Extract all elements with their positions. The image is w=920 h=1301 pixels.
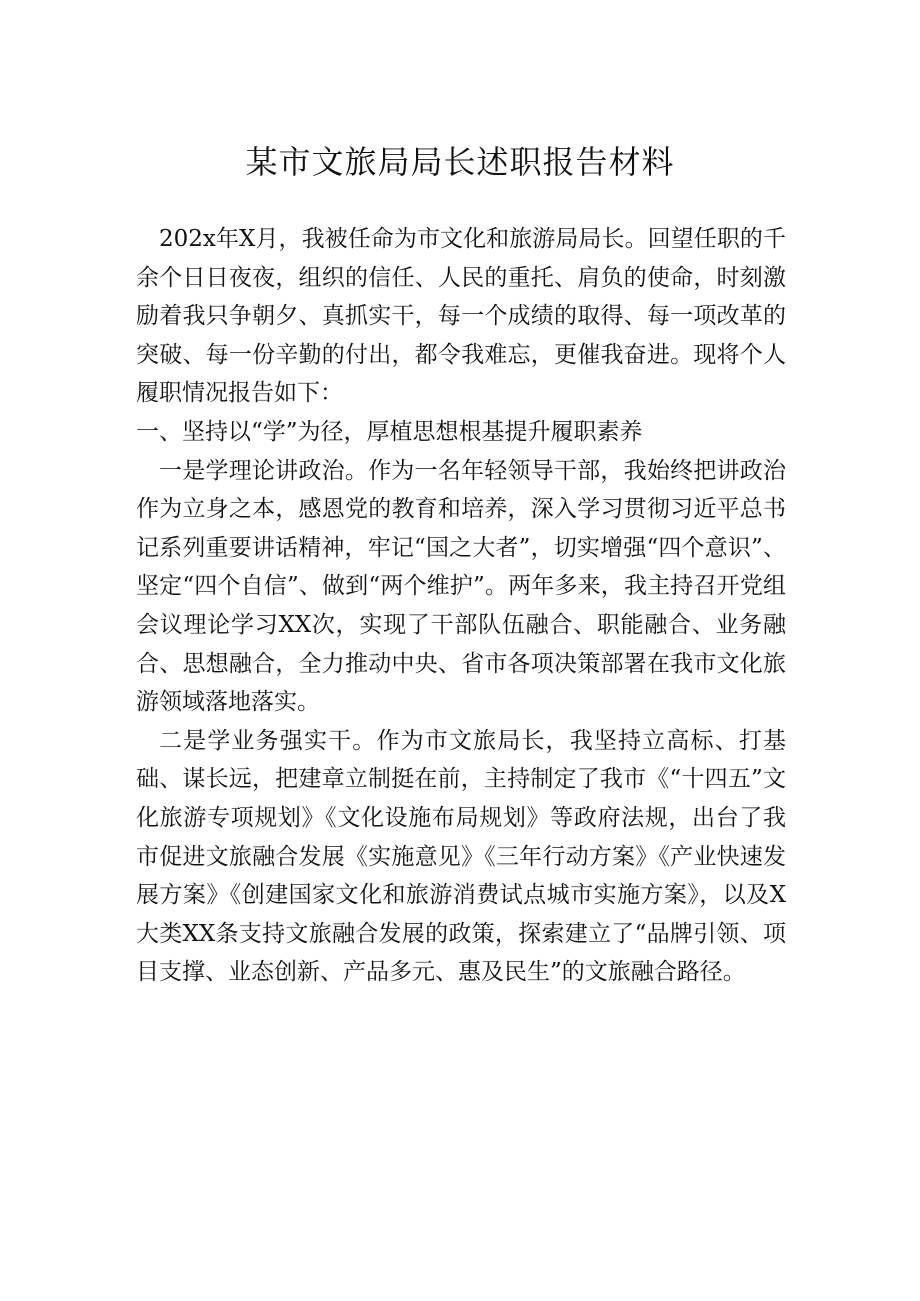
paragraph-2: 二是学业务强实干。作为市文旅局长，我坚持立高标、打基础、谋长远，把建章立制挺在前，主持制定了我市《“十四五”文化旅游专项规划》《文化设施布局规划》等政府法规，出台了我市促进文旅融合发展《实施意见》《三年行动方案》《产业快速发展方案》《创建国家文化和旅游消费试点城市实施方案》，以及X大类XX条支持文旅融合发展的政策，探索建立了“品牌引领、项目支撑、业态创新、产品多元、惠及民生”的文旅融合路径。 xyxy=(136,727,786,986)
paragraph-1: 一是学理论讲政治。作为一名年轻领导干部，我始终把讲政治作为立身之本，感恩党的教育和培养，深入学习贯彻习近平总书记系列重要讲话精神，牢记“国之大者”，切实增强“四个意识”、坚定“四个自信”、做到“两个维护”。两年多来，我主持召开党组会议理论学习XX次，实现了干部队伍融合、职能融合、业务融合、思想融合，全力推动中央、省市各项决策部署在我市文化旅游领域落地落实。 xyxy=(136,457,786,716)
intro-paragraph: 202x年X月，我被任命为市文化和旅游局局长。回望任职的千余个日日夜夜，组织的信任、人民的重托、肩负的使命，时刻激励着我只争朝夕、真抓实干，每一个成绩的取得、每一项改革的突破、每一份辛勤的付出，都令我难忘，更催我奋进。现将个人履职情况报告如下： xyxy=(136,226,786,407)
document-title: 某市文旅局局长述职报告材料 xyxy=(245,143,675,181)
section-heading-1: 一、坚持以“学”为径，厚植思想根基提升履职素养 xyxy=(136,418,643,445)
document-body xyxy=(136,220,786,992)
